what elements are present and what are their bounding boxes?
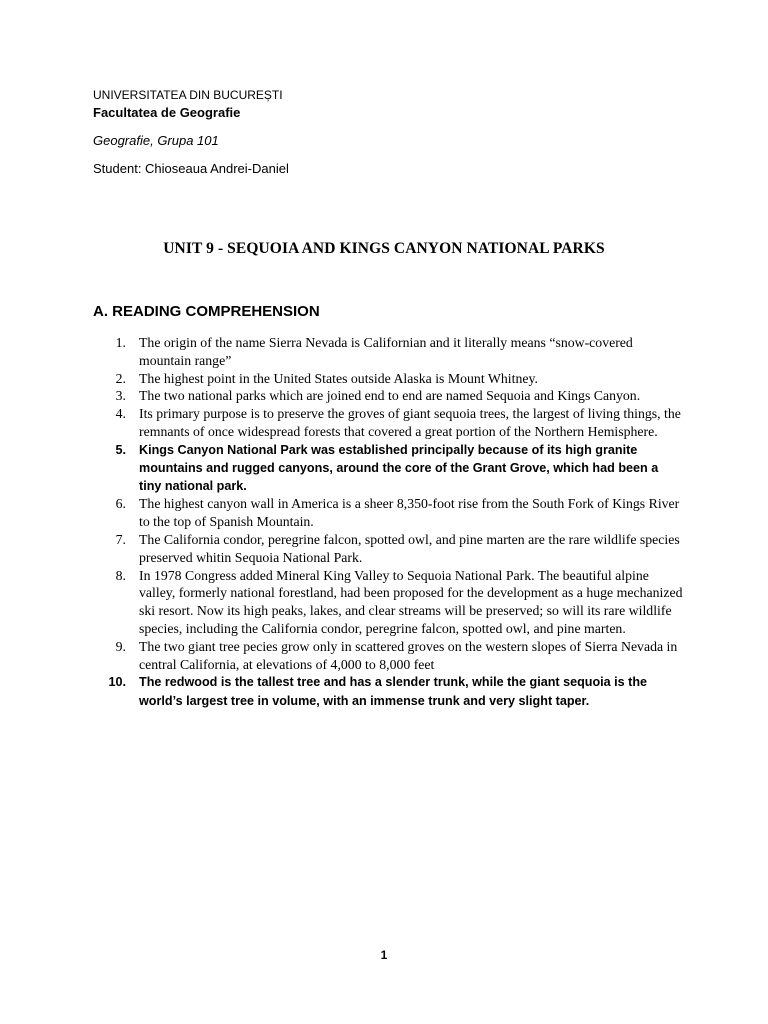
list-item-number: 7. — [115, 531, 126, 547]
list-item-number: 9. — [115, 638, 126, 654]
list-item-text: In 1978 Congress added Mineral King Valley to Sequoia National Park. The beautiful alpine valley, formerly national forestland, had been proposed for the development as a huge mechanized ski resort. Now its high peaks, lakes, and clear streams will be preserved; so will its rare wildlife species, including the California condor, peregrine falcon, spotted owl, and pine marten. — [139, 567, 683, 636]
answers-list — [93, 334, 683, 710]
list-item — [93, 673, 683, 709]
list-item-text: The highest point in the United States outside Alaska is Mount Whitney. — [139, 370, 538, 386]
list-item-text: Kings Canyon National Park was established principally because of its high granite mountains and rugged canyons, around the core of the Grant Grove, which had been a tiny national park. — [139, 442, 659, 494]
list-item-text: The redwood is the tallest tree and has a slender trunk, while the giant sequoia is the world’s largest tree in volume, with an immense trunk and very slight taper. — [139, 675, 648, 708]
document-title: UNIT 9 - SEQUOIA AND KINGS CANYON NATIONAL PARKS — [163, 240, 605, 257]
list-item — [93, 567, 683, 638]
list-item-number: 4. — [115, 406, 126, 422]
faculty-name: Facultatea de Geografie — [93, 105, 241, 120]
program-group: Geografie, Grupa 101 — [93, 133, 219, 148]
list-item-number: 8. — [115, 567, 126, 583]
list-item-text: Its primary purpose is to preserve the groves of giant sequoia trees, the largest of living things, the remnants of once widespread forests that covered a great portion of the Northern Hemisphere. — [139, 406, 681, 439]
page-number: 1 — [380, 948, 388, 962]
list-item-text: The highest canyon wall in America is a sheer 8,350-foot rise from the South Fork of Kings River to the top of Spanish Mountain. — [139, 496, 680, 530]
list-item-text: The California condor, peregrine falcon, spotted owl, and pine marten are the rare wildlife species preserved whitin Sequoia National Park. — [139, 531, 680, 565]
list-item-text: The two giant tree pecies grow only in scattered groves on the western slopes of Sierra Nevada in central California, at elevations of 4,000 to 8,000 feet — [139, 638, 678, 672]
list-item-number: 3. — [115, 388, 126, 404]
list-item-text: The origin of the name Sierra Nevada is Californian and it literally means “snow-covered mountain range” — [139, 335, 633, 368]
list-item-number: 6. — [115, 496, 126, 512]
section-heading: A. READING COMPREHENSION — [93, 303, 320, 320]
list-item-number: 1. — [115, 335, 126, 350]
list-item — [93, 531, 683, 567]
list-item — [93, 387, 683, 405]
university-name: UNIVERSITATEA DIN BUCUREȘTI — [93, 88, 283, 102]
list-item — [93, 495, 683, 531]
list-item — [93, 370, 683, 388]
list-item-number: 2. — [115, 370, 126, 386]
student-name: Student: Chioseaua Andrei-Daniel — [93, 161, 289, 176]
list-item — [93, 638, 683, 674]
list-item — [93, 441, 683, 496]
list-item — [93, 405, 683, 441]
list-item — [93, 334, 683, 370]
list-item-number: 5. — [115, 442, 126, 457]
list-item-text: The two national parks which are joined end to end are named Sequoia and Kings Canyon. — [139, 388, 641, 404]
list-item-number: 10. — [108, 675, 126, 690]
